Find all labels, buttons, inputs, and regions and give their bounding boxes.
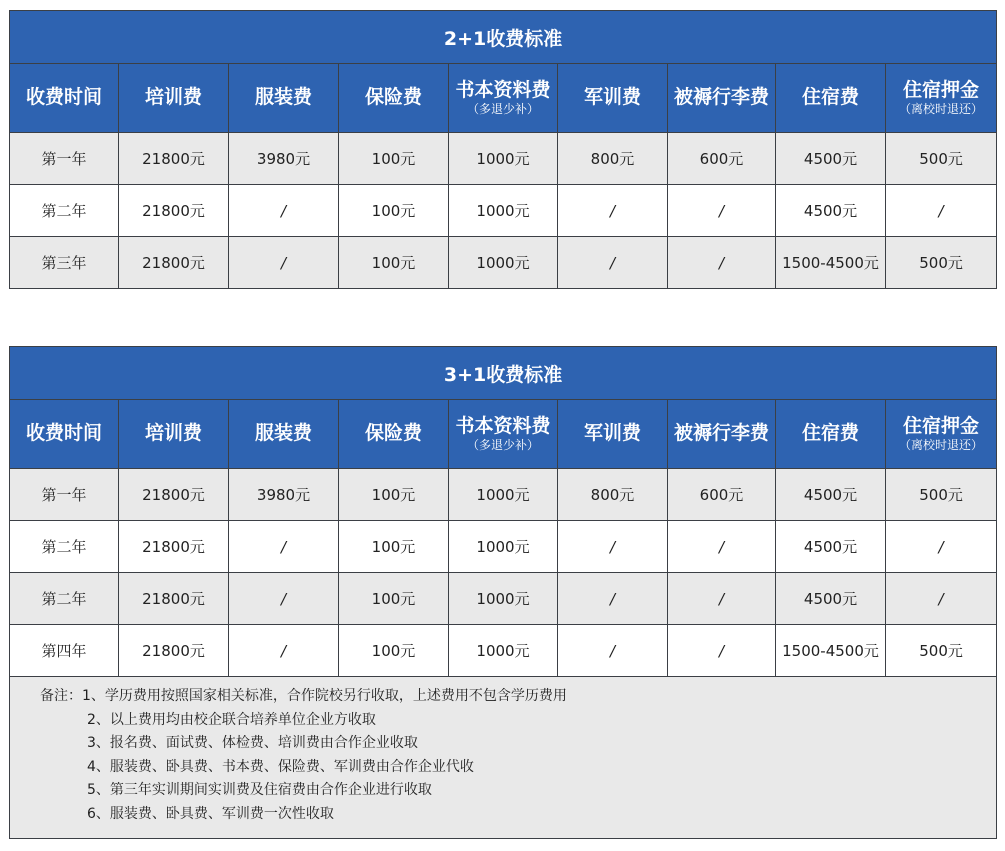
fee-cell: 1000元 — [449, 521, 558, 573]
fee-cell: 1500-4500元 — [776, 237, 886, 289]
fee-cell: 1000元 — [449, 573, 558, 625]
fee-table-2plus1 — [9, 10, 997, 289]
column-header — [558, 64, 668, 133]
table-title: 3+1收费标准 — [10, 347, 997, 400]
fee-cell: / — [886, 573, 997, 625]
column-header-label: 服装费 — [254, 86, 312, 109]
table-row — [10, 469, 997, 521]
column-header-label: 军训费 — [583, 86, 641, 109]
fee-cell: 100元 — [339, 573, 449, 625]
column-header-label: 收费时间 — [25, 422, 102, 445]
column-header — [119, 400, 229, 469]
row-year-cell: 第四年 — [10, 625, 119, 677]
row-year-cell: 第一年 — [10, 133, 119, 185]
column-header-label: 军训费 — [583, 422, 641, 445]
fee-cell: 500元 — [886, 237, 997, 289]
fee-cell: 100元 — [339, 237, 449, 289]
fee-cell: 100元 — [339, 521, 449, 573]
fee-cell: 500元 — [886, 625, 997, 677]
fee-cell: 21800元 — [119, 469, 229, 521]
column-header — [776, 400, 886, 469]
fee-cell: 600元 — [668, 133, 776, 185]
column-header-label: 住宿费 — [801, 422, 859, 445]
row-year-cell: 第二年 — [10, 573, 119, 625]
fee-cell: / — [229, 185, 339, 237]
column-header-label: 保险费 — [364, 86, 422, 109]
fee-cell: / — [558, 521, 668, 573]
column-header — [886, 64, 997, 133]
fee-cell: / — [558, 185, 668, 237]
column-header-label: 培训费 — [144, 422, 202, 445]
fee-cell: 100元 — [339, 625, 449, 677]
fee-cell: 600元 — [668, 469, 776, 521]
table-row — [10, 185, 997, 237]
note-line: 3、报名费、面试费、体检费、培训费由合作企业收取 — [87, 735, 418, 751]
column-header — [339, 64, 449, 133]
fee-cell: 3980元 — [229, 469, 339, 521]
column-header — [119, 64, 229, 133]
fee-cell: 1000元 — [449, 469, 558, 521]
header-row — [10, 400, 997, 469]
column-header-label: 收费时间 — [25, 86, 102, 109]
row-year-cell: 第二年 — [10, 521, 119, 573]
fee-cell: / — [558, 237, 668, 289]
notes-block — [10, 677, 997, 839]
fee-cell: / — [668, 185, 776, 237]
row-year-cell: 第一年 — [10, 469, 119, 521]
fee-cell: 21800元 — [119, 237, 229, 289]
column-header-label: 保险费 — [364, 422, 422, 445]
note-line: 6、服装费、卧具费、军训费一次性收取 — [87, 805, 334, 822]
fee-cell: 21800元 — [119, 625, 229, 677]
header-row — [10, 64, 997, 133]
column-header — [229, 64, 339, 133]
fee-cell: 3980元 — [229, 133, 339, 185]
column-header-label: 服装费 — [254, 422, 312, 445]
fee-cell: 500元 — [886, 469, 997, 521]
fee-cell: 4500元 — [776, 133, 886, 185]
fee-cell: 4500元 — [776, 469, 886, 521]
column-header-note: （离校时退还） — [899, 101, 984, 116]
table-title: 2+1收费标准 — [10, 11, 997, 64]
column-header — [449, 400, 558, 469]
fee-cell: / — [229, 573, 339, 625]
table-row — [10, 625, 997, 677]
fee-cell: 100元 — [339, 469, 449, 521]
fee-cell: / — [668, 237, 776, 289]
fee-cell: 1000元 — [449, 237, 558, 289]
fee-cell: 100元 — [339, 133, 449, 185]
fee-cell: 21800元 — [119, 521, 229, 573]
table-row — [10, 133, 997, 185]
note-line: 备注：1、学历费用按照国家相关标准，合作院校另行收取，上述费用不包含学历费用 — [40, 688, 567, 704]
column-header — [668, 400, 776, 469]
table-row — [10, 237, 997, 289]
fee-cell: 800元 — [558, 469, 668, 521]
fee-cell: 800元 — [558, 133, 668, 185]
fee-cell: / — [668, 573, 776, 625]
column-header-label: 培训费 — [144, 86, 202, 109]
column-header-label: 书本资料费 — [455, 414, 551, 437]
fee-cell: / — [668, 625, 776, 677]
column-header — [886, 400, 997, 469]
fee-cell: / — [558, 625, 668, 677]
column-header — [449, 64, 558, 133]
note-line: 5、第三年实训期间实训费及住宿费由合作企业进行收取 — [87, 782, 432, 798]
fee-cell: 1000元 — [449, 185, 558, 237]
column-header — [229, 400, 339, 469]
column-header-label: 住宿费 — [801, 86, 859, 109]
column-header-note: （多退少补） — [466, 437, 539, 452]
note-line: 2、以上费用均由校企联合培养单位企业方收取 — [87, 711, 376, 728]
fee-cell: / — [558, 573, 668, 625]
fee-cell: 1000元 — [449, 625, 558, 677]
fee-cell: / — [229, 237, 339, 289]
fee-cell: / — [886, 185, 997, 237]
fee-cell: / — [668, 521, 776, 573]
fee-cell: 100元 — [339, 185, 449, 237]
notes-row — [10, 677, 997, 839]
fee-cell: 1000元 — [449, 133, 558, 185]
fee-cell: 21800元 — [119, 133, 229, 185]
column-header — [339, 400, 449, 469]
column-header-note: （离校时退还） — [899, 437, 984, 452]
row-year-cell: 第三年 — [10, 237, 119, 289]
table-row — [10, 573, 997, 625]
column-header — [558, 400, 668, 469]
column-header-label: 被褥行李费 — [673, 86, 769, 109]
fee-table-3plus1 — [9, 346, 997, 839]
column-header — [776, 64, 886, 133]
column-header-note: （多退少补） — [466, 101, 539, 116]
fee-cell: 4500元 — [776, 573, 886, 625]
row-year-cell: 第二年 — [10, 185, 119, 237]
column-header-label: 住宿押金 — [903, 78, 980, 101]
fee-cell: / — [886, 521, 997, 573]
fee-cell: 21800元 — [119, 185, 229, 237]
fee-cell: 4500元 — [776, 185, 886, 237]
column-header-label: 被褥行李费 — [673, 422, 769, 445]
column-header — [668, 64, 776, 133]
fee-cell: 21800元 — [119, 573, 229, 625]
column-header — [10, 400, 119, 469]
fee-cell: / — [229, 521, 339, 573]
column-header-label: 住宿押金 — [903, 414, 980, 437]
fee-cell: / — [229, 625, 339, 677]
fee-cell: 4500元 — [776, 521, 886, 573]
fee-cell: 1500-4500元 — [776, 625, 886, 677]
column-header — [10, 64, 119, 133]
fee-cell: 500元 — [886, 133, 997, 185]
table-row — [10, 521, 997, 573]
note-line: 4、服装费、卧具费、书本费、保险费、军训费由合作企业代收 — [87, 758, 474, 775]
column-header-label: 书本资料费 — [455, 78, 551, 101]
